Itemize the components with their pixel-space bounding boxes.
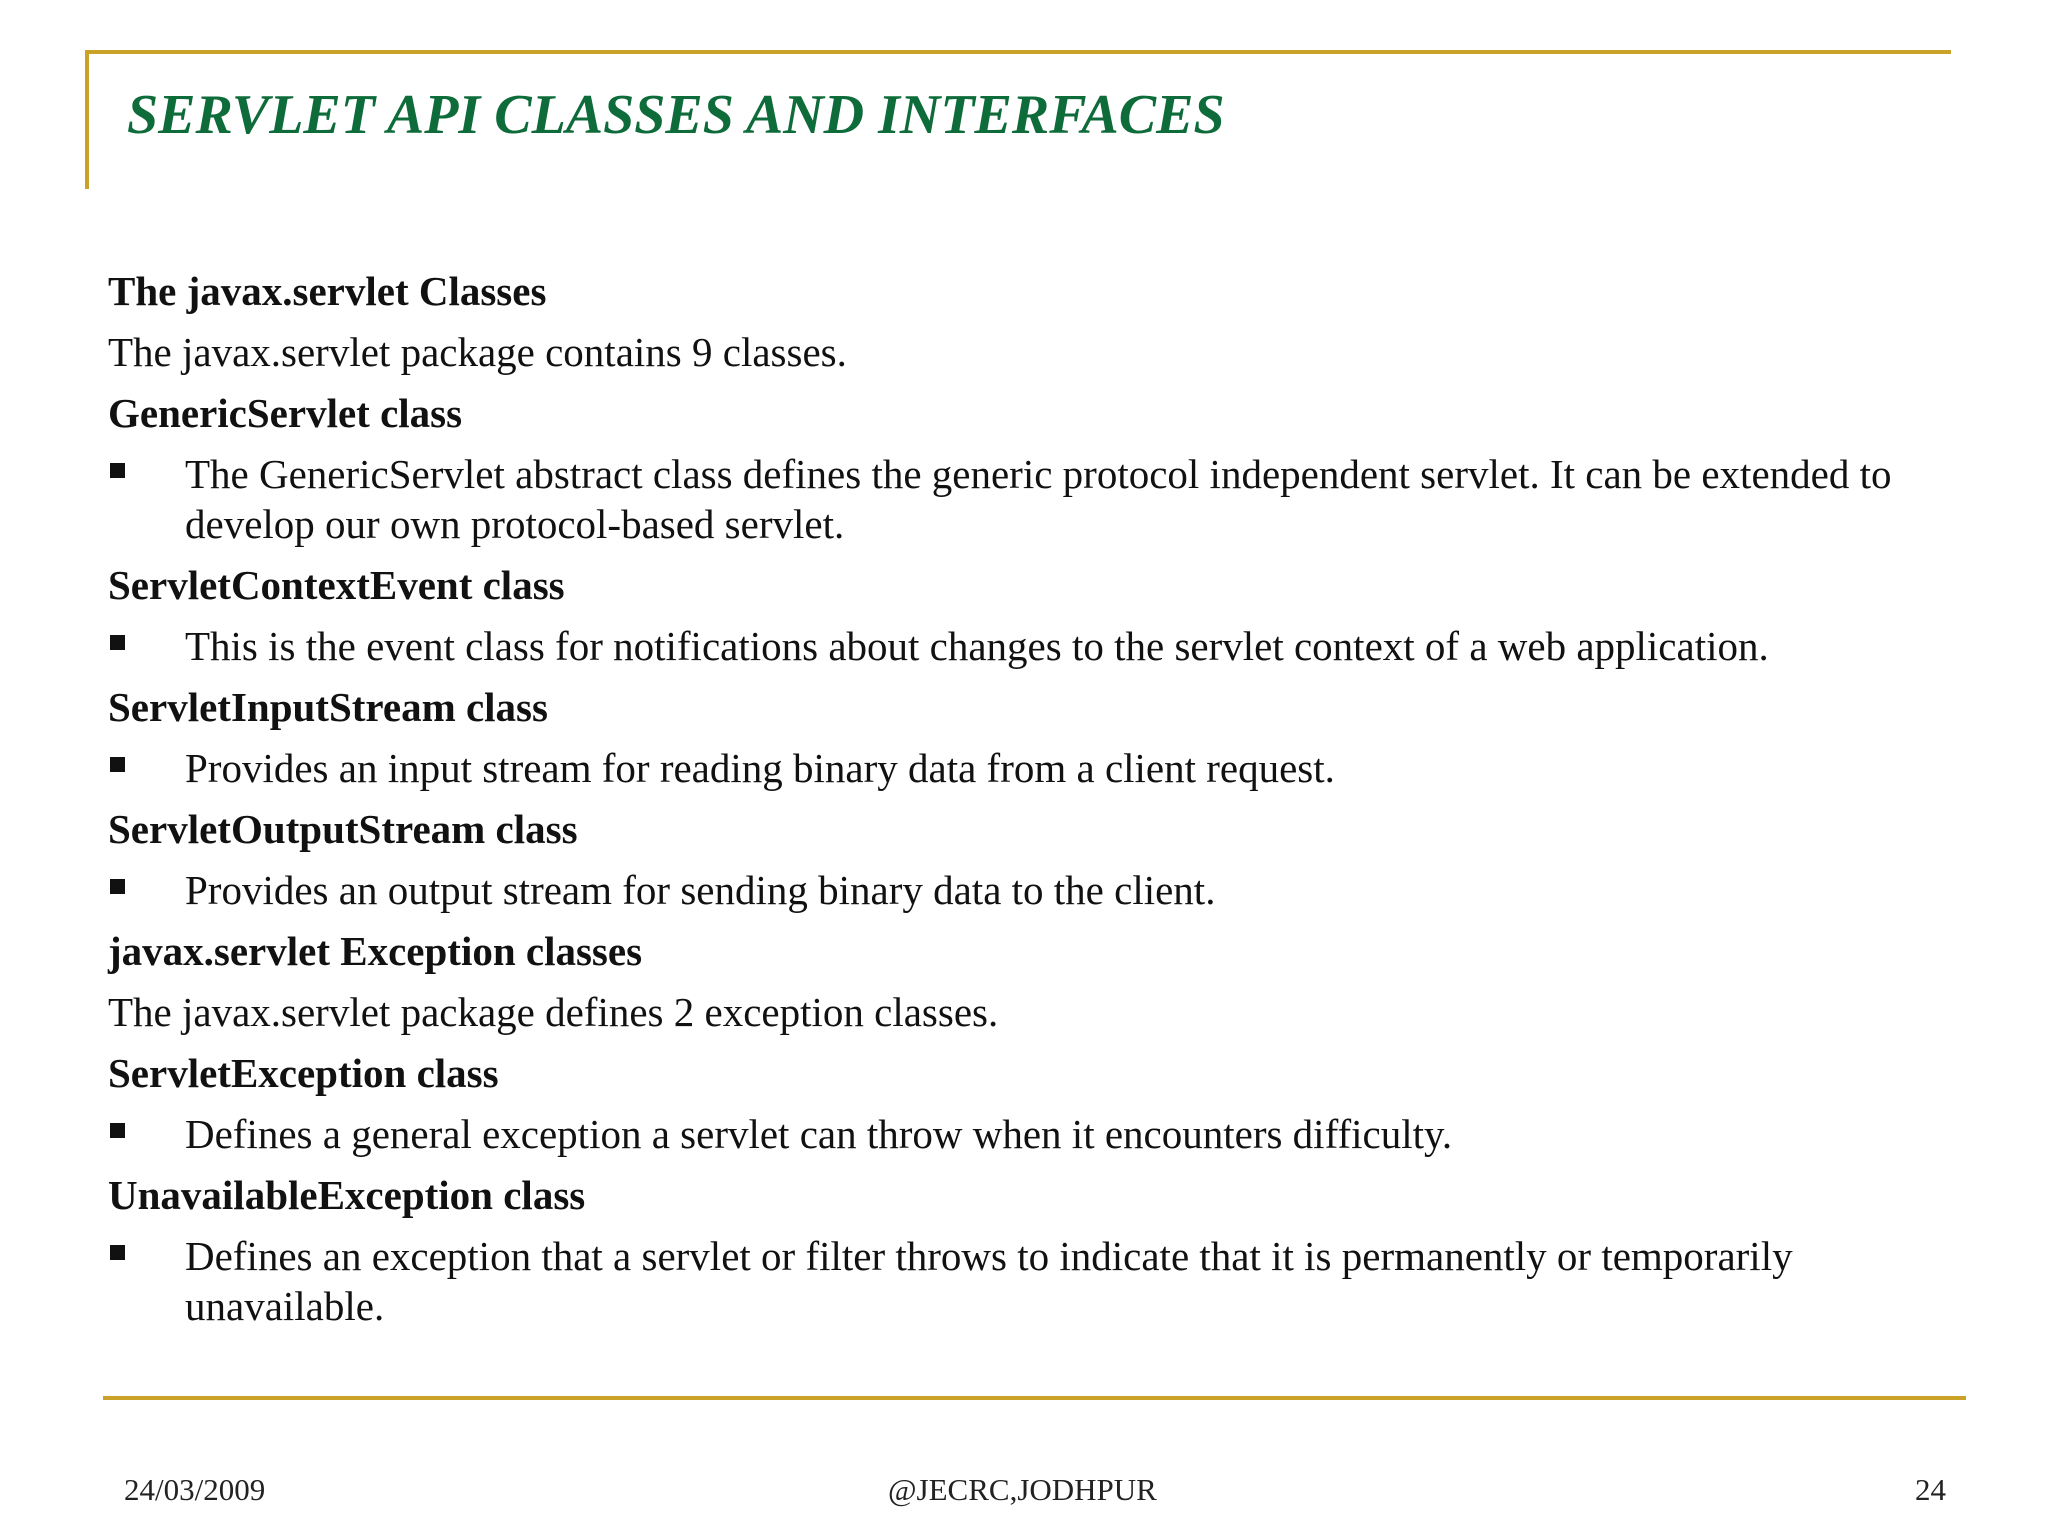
title-left-rule	[85, 50, 89, 189]
heading-servlet-input-stream: ServletInputStream class	[108, 684, 548, 730]
square-bullet-icon	[108, 1109, 185, 1159]
exceptions-summary: The javax.servlet package defines 2 exception classes.	[108, 989, 999, 1035]
heading-generic-servlet: GenericServlet class	[108, 390, 463, 436]
slide-title: SERVLET API CLASSES AND INTERFACES	[127, 84, 1225, 146]
square-bullet-icon	[108, 743, 185, 793]
slide-content	[108, 266, 1938, 1342]
footer-organization: @JECRC,JODHPUR	[888, 1472, 1157, 1507]
section-heading-classes: The javax.servlet Classes	[108, 268, 547, 314]
footer-date: 24/03/2009	[124, 1472, 266, 1507]
bullet-text: Provides an output stream for sending binary data to the client.	[185, 867, 1216, 913]
classes-summary: The javax.servlet package contains 9 classes.	[108, 329, 847, 375]
bullet-item	[108, 743, 1938, 793]
page-number: 24	[1915, 1472, 1946, 1507]
title-top-rule	[85, 50, 1951, 54]
bullet-text: Provides an input stream for reading binary data from a client request.	[185, 745, 1335, 791]
bullet-item	[108, 865, 1938, 915]
bullet-item	[108, 1109, 1938, 1159]
bullet-text: Defines an exception that a servlet or filter throws to indicate that it is permanently or temporarily unavailable.	[185, 1233, 1793, 1329]
footer-rule	[103, 1396, 1966, 1400]
bullet-item	[108, 1231, 1938, 1331]
heading-servlet-output-stream: ServletOutputStream class	[108, 806, 578, 852]
heading-unavailable-exception: UnavailableException class	[108, 1172, 586, 1218]
square-bullet-icon	[108, 865, 185, 915]
bullet-text: This is the event class for notifications about changes to the servlet context of a web application.	[185, 623, 1769, 669]
bullet-item	[108, 449, 1938, 549]
square-bullet-icon	[108, 621, 185, 671]
heading-servlet-exception: ServletException class	[108, 1050, 499, 1096]
heading-servlet-context-event: ServletContextEvent class	[108, 562, 565, 608]
square-bullet-icon	[108, 449, 185, 499]
bullet-text: The GenericServlet abstract class defines the generic protocol independent servlet. It can be extended to develop our own protocol-based servlet.	[185, 451, 1892, 547]
bullet-item	[108, 621, 1938, 671]
bullet-text: Defines a general exception a servlet can throw when it encounters difficulty.	[185, 1111, 1453, 1157]
square-bullet-icon	[108, 1231, 185, 1281]
section-heading-exceptions: javax.servlet Exception classes	[108, 928, 643, 974]
